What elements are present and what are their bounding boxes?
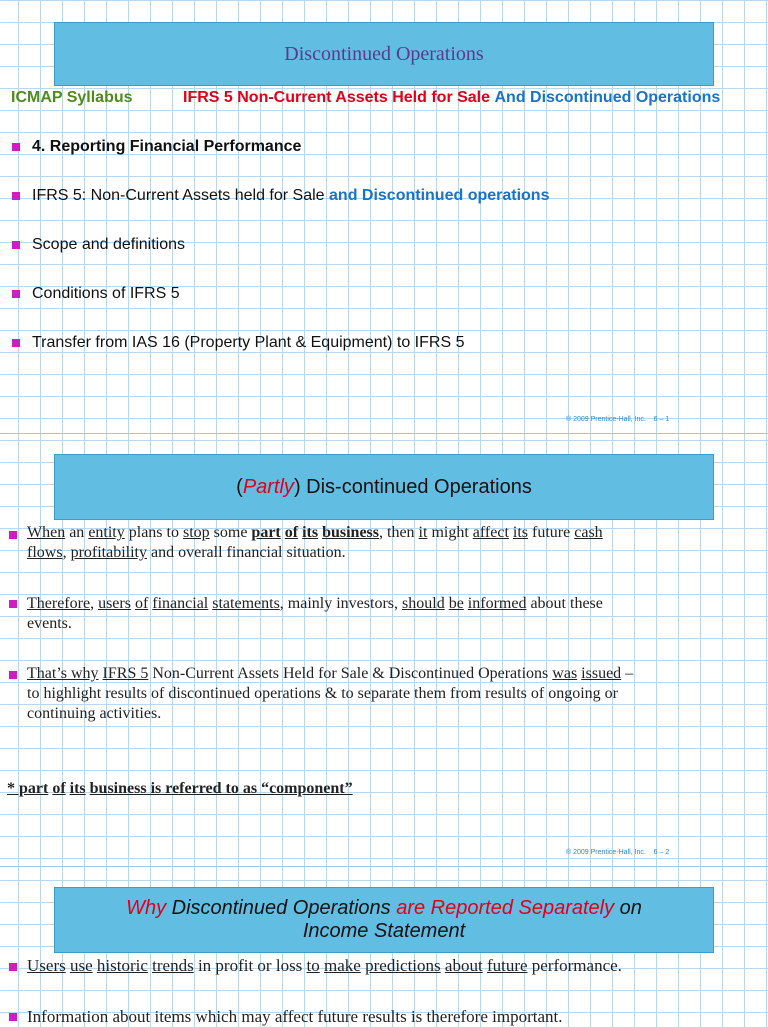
text-run: are Reported Separately [396,897,615,919]
text-run: to [306,956,320,975]
slide-2-title-banner [54,454,714,520]
bullet-marker [9,671,17,679]
slide-1 [0,0,768,432]
slide-1-title-banner [54,22,714,86]
slide-2-copyright: ® 2009 Prentice-Hall, Inc. 6 – 2 [566,849,670,856]
text-run: should [402,595,445,612]
text-run: performance. [527,956,622,975]
slide-1-title: Discontinued Operations [284,42,484,65]
bullet-thats-why-ifrs5 [27,664,762,724]
text-run: Therefore [27,595,91,612]
text-run: about [444,956,483,975]
bullet-ifrs5-black: IFRS 5: Non-Current Assets held for Sale [32,187,330,204]
text-run: cash [574,524,603,541]
title-partly: Partly [242,475,294,498]
slide-2 [0,434,768,866]
text-run: * part [7,780,49,797]
text-run: informed [467,595,527,612]
text-run: future [486,956,528,975]
component-note [7,779,353,799]
text-run: profitability [70,544,147,561]
syllabus-blue-text: And Discontinued Operations [494,89,721,106]
bullet-marker [12,143,20,151]
text-run: was [552,665,578,682]
text-run: IFRS 5 [102,665,149,682]
bullet-marker [9,531,17,539]
bullet-information-items: Information about items which may affect future results is therefore important. [27,1007,563,1026]
text-run: flows [27,544,63,561]
bullet-transfer-ias16: Transfer from IAS 16 (Property Plant & Equipment) to IFRS 5 [32,334,465,351]
text-run: Discontinued Operations [166,897,397,919]
bullet-therefore-users [27,594,757,634]
text-run: an [65,524,89,541]
text-run: to highlight results of discontinued operations & to separate them from results of ongoing or [27,685,619,702]
text-run: stop [182,524,210,541]
text-run: Non-Current Assets Held for Sale & Discontinued Operations [148,665,553,682]
text-run: might [427,524,473,541]
text-run: , mainly investors, [279,595,403,612]
title-paren: ) [293,475,301,498]
text-run: be [448,595,464,612]
text-run: some [209,524,252,541]
text-run: affect [472,524,509,541]
bullet-marker [12,290,20,298]
text-run: , [90,595,99,612]
syllabus-label: ICMAP Syllabus [11,89,133,106]
bullet-marker [9,963,17,971]
bullet-reporting-financial-performance: 4. Reporting Financial Performance [32,138,302,155]
text-run: When [27,524,66,541]
text-run: users [98,595,131,612]
text-run: financial [152,595,209,612]
text-run: of [284,524,299,541]
text-run: business is referred to as “component” [89,780,353,797]
bullet-marker [12,241,20,249]
text-run: of [134,595,149,612]
bullet-marker [12,192,20,200]
text-run: Users [27,956,66,975]
bullet-conditions-ifrs5: Conditions of IFRS 5 [32,285,180,302]
text-run: entity [88,524,125,541]
bullet-users-historic-trends [27,956,757,976]
text-run: its [69,780,86,797]
bullet-entity-plans [27,523,757,563]
text-run: statements [212,595,280,612]
text-run: historic [96,956,148,975]
text-run: issued [581,665,622,682]
text-run: events. [27,615,72,632]
text-run: about these [526,595,603,612]
text-run: future [528,524,575,541]
bullet-marker [9,600,17,608]
text-run: trends [152,956,194,975]
bullet-ifrs5-blue: and Discontinued operations [329,187,550,204]
text-run: on [614,897,642,919]
text-run: That’s why [27,665,99,682]
text-run: of [52,780,66,797]
text-run: business [322,524,379,541]
text-run: its [512,524,529,541]
bullet-scope-definitions: Scope and definitions [32,236,185,253]
text-run: and overall financial situation. [147,544,346,561]
title-paren: ( [236,475,243,498]
slide-2-title [236,476,532,499]
text-run: in profit or loss [193,956,307,975]
bullet-marker [9,1013,17,1021]
text-run: continuing activities. [27,705,162,722]
bullet-marker [12,339,20,347]
text-run: use [69,956,93,975]
slide-1-copyright: ® 2009 Prentice-Hall, Inc. 6 – 1 [566,416,670,423]
text-run: plans to [124,524,183,541]
text-run: – [621,665,634,682]
text-run: Income Statement [302,920,466,942]
bullet-ifrs5 [32,187,549,205]
syllabus-red-text: IFRS 5 Non-Current Assets Held for Sale [183,89,491,106]
syllabus-line [11,89,751,107]
text-run: it [418,524,428,541]
slide-3 [0,867,768,1024]
text-run: , [62,544,71,561]
text-run: make [324,956,361,975]
text-run: Why [126,897,167,919]
slide-3-title [126,897,642,943]
title-rest: Dis-continued Operations [300,475,532,498]
text-run: , then [379,524,419,541]
text-run: its [302,524,319,541]
text-run: part [251,524,281,541]
slide-3-title-banner [54,887,714,953]
text-run: predictions [365,956,441,975]
